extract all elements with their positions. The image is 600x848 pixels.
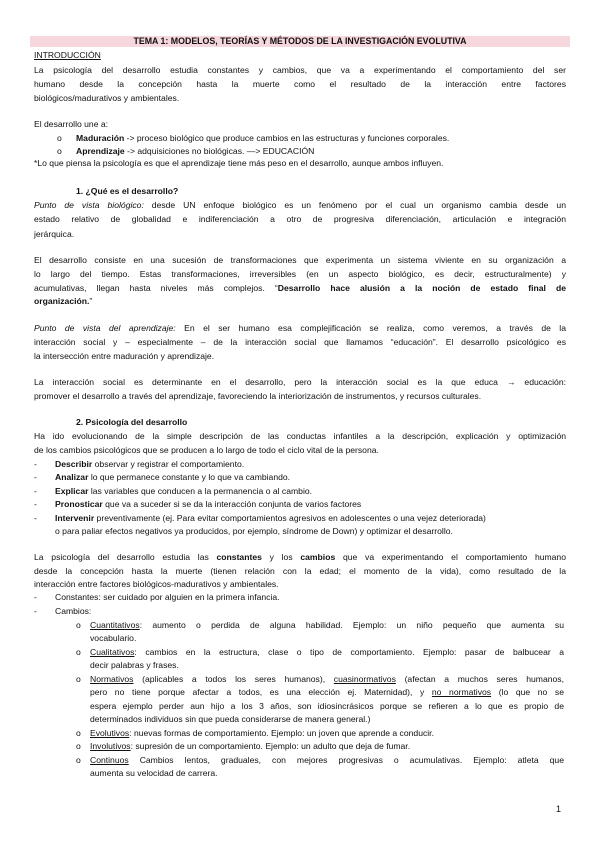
change-type-line: determinados individuos sin que pueda considerarse de manera general.) [90,714,371,724]
task-item: Intervenir preventivamente (ej. Para evitar comportamientos agresivos en adolescentes o una vejez deteriorada) [55,513,486,523]
bullet-marker: o [76,755,81,765]
dash-marker: - [34,592,37,602]
bullet-marker: o [76,674,81,684]
change-type-line: vocabulario. [90,633,137,643]
intro-paragraph-line: biológicos/madurativos y ambientales. [34,93,180,103]
bio-label: Punto de vista biológico: [34,200,144,210]
constants-item: Constantes: ser cuidado por alguien en la primera infancia. [55,592,280,602]
intro-paragraph-line: humano desde la concepción hasta la muerte como el resultado de la interacción entre factores [34,79,566,89]
learn-label: Punto de vista del aprendizaje: [34,323,176,333]
bullet-marker: o [76,647,81,657]
paragraph-line: Ha ido evolucionando de la simple descripción de las conductas infantiles a la descripción, explicación y optimización [34,431,566,441]
paragraph-line: El desarrollo consiste en una sucesión de transformaciones que experimenta un sistema viviente en su organización a [34,255,566,265]
dash-marker: - [34,606,37,616]
bullet-marker: o [76,741,81,751]
bullet-marker: o [76,728,81,738]
bullet-marker: o [57,133,62,143]
intro-paragraph-line: La psicología del desarrollo estudia constantes y cambios, que va a experimentando el comportamiento del ser [34,65,566,75]
dash-marker: - [34,459,37,469]
change-type-line: espera ejemplo perder aun hijo a los 3 años, son idiosincrásicos porque se refieren a lo que es propio de [90,701,564,711]
list-item [76,133,449,144]
intro-heading: INTRODUCCIÓN [34,50,101,60]
term: Aprendizaje [76,146,125,156]
item-text: -> adquisiciones no biológicas. —> EDUCACIÓN [124,146,315,156]
paragraph-line: Punto de vista del aprendizaje: En el ser humano esa complejificación se realiza, como veremos, a través de la [34,323,566,333]
dash-marker: - [34,499,37,509]
change-type-line: Normativos (aplicables a todos los seres humanos), cuasinormativos (afectan a muchos seres humanos, [90,674,564,684]
section-heading: 1. ¿Qué es el desarrollo? [76,186,179,196]
paragraph-line: interacción social y – especialmente – de la interacción social que llamamos “educación”. El desarrollo psicológico es [34,337,566,347]
paragraph-line: de los cambios psicológicos que se producen a lo largo de todo el ciclo vital de la persona. [34,445,379,455]
union-label: El desarrollo une a: [34,119,109,129]
change-type-line: Cuantitativos: aumento o perdida de alguna habilidad. Ejemplo: un niño pequeño que aumenta su [90,620,564,630]
task-item-continuation: o para paliar efectos negativos ya producidos, por ejemplo, síndrome de Down) y optimizar el desarrollo. [55,526,453,536]
paragraph-line: Punto de vista biológico: desde UN enfoque biológico es un fenómeno por el cual un organismo cambia desde un [34,200,566,210]
change-type-line: decir palabras y frases. [90,660,179,670]
paragraph-line: lo largo del tiempo. Estas transformaciones, irreversibles (en un aspecto biológico, es decir, estructuralmente) y [34,269,566,279]
paragraph-line: interacción entre factores biológicos-madurativos y ambientales. [34,579,279,589]
term: Maduración [76,133,125,143]
change-type-line: Continuos Cambios lentos, graduales, con mejores progresivas o acumulativas. Ejemplo: atleta que [90,755,564,765]
dash-marker: - [34,472,37,482]
paragraph-line: acumulativas, llegan hasta niveles más complejos. “Desarrollo hace alusión a la noción de estado final de [34,283,567,293]
paragraph-line: jerárquica. [34,229,75,239]
paragraph-line: desde la concepción hasta la muerte (tienen relación con la edad; el momento de la vida), como resultado de la [34,566,566,576]
task-item: Analizar lo que permanece constante y lo que va cambiando. [55,472,291,482]
paragraph-line: promover el desarrollo a través del aprendizaje, favoreciendo la interiorización de instrumentos, y recursos culturales. [34,391,482,401]
section-heading: 2. Psicología del desarrollo [76,417,188,427]
task-item: Describir observar y registrar el comportamiento. [55,459,245,469]
task-item: Pronosticar que va a suceder si se da la interacción conjunta de varios factores [55,499,362,509]
change-type-line: Involutivos: supresión de un comportamiento. Ejemplo: un adulto que deja de fumar. [90,741,411,751]
intro-note: *Lo que piensa la psicología es que el aprendizaje tiene más peso en el desarrollo, aunque ambos influyen. [34,158,444,168]
paragraph-line: estado relativo de globalidad e indiferenciación a otro de progresiva diferenciación, articulación e integración [34,214,566,224]
dash-marker: - [34,513,37,523]
page-number: 1 [556,804,562,814]
change-type-line: pero no tiene porque afectar a todos, es una elección ej. Maternidad), y no normativos (lo que no se [90,687,564,697]
cambios-item: Cambios: [55,606,92,616]
change-type-line: Cualitativos: cambios en la estructura, clase o tipo de comportamiento. Ejemplo: pasar de balbucear a [90,647,564,657]
page-title: TEMA 1: MODELOS, TEORÍAS Y MÉTODOS DE LA INVESTIGACIÓN EVOLUTIVA [133,36,467,46]
paragraph-line: la intersección entre maduración y aprendizaje. [34,351,215,361]
item-text: -> proceso biológico que produce cambios en las estructuras y funciones corporales. [124,133,450,143]
task-item: Explicar las variables que conducen a la permanencia o al cambio. [55,486,313,496]
paragraph-line: La interacción social es determinante en el desarrollo, pero la interacción social es la que educa → educación: [34,377,566,387]
dash-marker: - [34,486,37,496]
paragraph-line: organización.” [34,296,93,306]
list-item [76,146,314,157]
change-type-line: Evolutivos: nuevas formas de comportamiento. Ejemplo: un joven que aprende a conducir. [90,728,434,738]
bold-statement: Desarrollo hace alusión a la noción de estado final de [277,283,567,293]
change-type-line: aumenta su velocidad de carrera. [90,768,218,778]
paragraph-line: La psicología del desarrollo estudia las constantes y los cambios que va experimentando el comportamiento humano [34,552,566,562]
bullet-marker: o [76,620,81,630]
bullet-marker: o [57,146,62,156]
